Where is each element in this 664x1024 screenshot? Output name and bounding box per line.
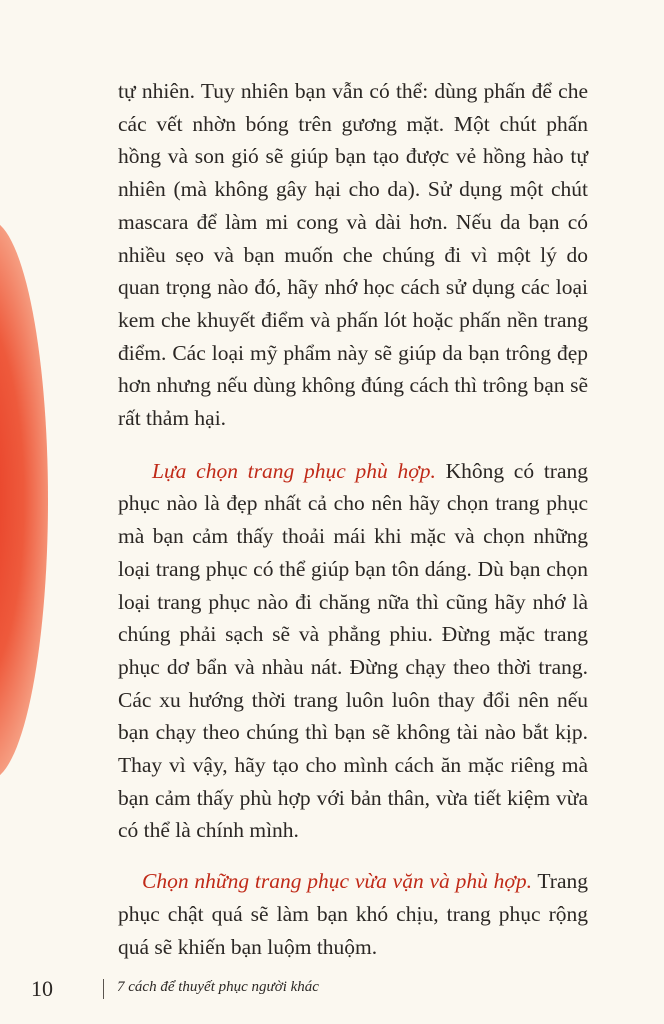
paragraph-choose-clothing-text: Không có trang phục nào là đẹp nhất cả cho nên hãy chọn trang phục mà bạn cảm thấy thoải mái khi mặc và chọn những loại trang phục có thể giúp bạn tôn dáng. Dù bạn chọn loại trang phục nào đi chăng nữa thì cũng hãy nhớ là chúng phải sạch sẽ và phẳng phiu. Đừng mặc trang phục dơ bẩn và nhàu nát. Đừng chạy theo thời trang. Các xu hướng thời trang luôn luôn thay đổi nên nếu bạn chạy theo chúng thì bạn sẽ không tài nào bắt kịp. Thay vì vậy, hãy tạo cho mình cách ăn mặc riêng mà bạn cảm thấy phù hợp với bản thân, vừa tiết kiệm vừa có thể là chính mình.: [118, 458, 589, 843]
page-body: [118, 75, 588, 963]
paragraph-fitting-clothing: [118, 865, 588, 963]
book-title: 7 cách để thuyết phục người khác: [117, 979, 319, 995]
page-footer: [0, 976, 664, 1006]
paragraph-choose-clothing: [118, 455, 588, 847]
paragraph-fitting-clothing-text: Trang phục chật quá sẽ làm bạn khó chịu, trang phục rộng quá sẽ khiến bạn luộm thuộm.: [118, 869, 588, 959]
section-heading-choose-clothing: Lựa chọn trang phục phù hợp.: [152, 458, 436, 483]
paragraph-makeup: tự nhiên. Tuy nhiên bạn vẫn có thể: dùng phấn để che các vết nhờn bóng trên gương mặt. Một chút phấn hồng và son gió sẽ giúp bạn tạo được vẻ hồng hào tự nhiên (mà không gây hại cho da). Sử dụng một chút mascara để làm mi cong và dài hơn. Nếu da bạn có nhiều sẹo và bạn muốn che chúng đi vì một lý do quan trọng nào đó, hãy nhớ học cách sử dụng các loại kem che khuyết điểm và phấn lót hoặc phấn nền trang điểm. Các loại mỹ phẩm này sẽ giúp da bạn trông đẹp hơn nhưng nếu dùng không đúng cách thì trông bạn sẽ rất thảm hại.: [118, 79, 588, 431]
decorative-red-edge: [0, 220, 48, 780]
footer-divider: [103, 979, 104, 999]
section-heading-fitting-clothing: Chọn những trang phục vừa vặn và phù hợp.: [142, 869, 532, 894]
page-number: 10: [31, 976, 53, 1001]
